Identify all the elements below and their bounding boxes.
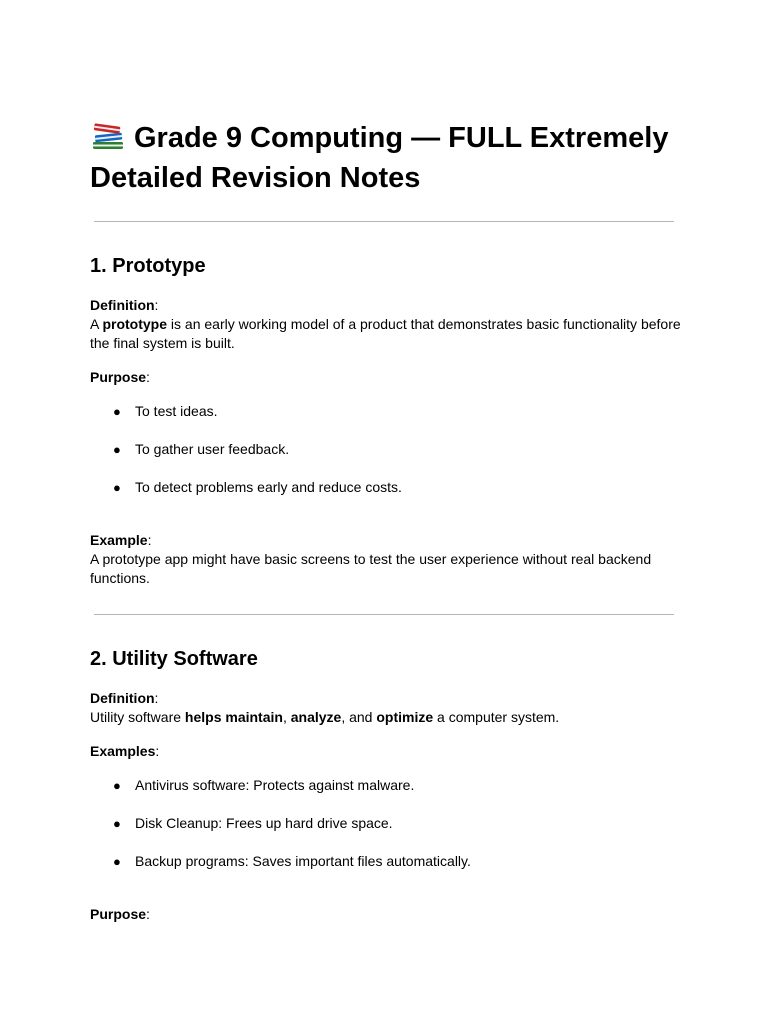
list-item-text: To test ideas.	[135, 403, 218, 419]
colon: :	[146, 369, 150, 385]
bullet-icon: ●	[113, 480, 121, 495]
title-text: Grade 9 Computing — FULL Extremely Detailed Revision Notes	[90, 122, 669, 194]
colon: :	[154, 690, 159, 706]
purpose-label: Purpose	[90, 369, 147, 385]
bullet-icon: ●	[113, 442, 121, 457]
list-item	[90, 814, 682, 852]
list-item	[90, 440, 682, 478]
definition-label: Definition	[90, 690, 155, 706]
purpose-label-row	[90, 368, 682, 387]
definition-text	[90, 315, 682, 353]
definition-label-row	[90, 689, 682, 708]
definition-label-row	[90, 296, 682, 315]
section-heading-utility-software: 2. Utility Software	[90, 648, 258, 670]
document-title	[90, 118, 690, 198]
list-item	[90, 776, 682, 814]
text-run: is an early working model of a product that demonstrates basic functionality before the final system is built.	[90, 316, 681, 351]
list-item-text: Antivirus software: Protects against malware.	[135, 777, 415, 793]
books-icon	[90, 121, 126, 151]
definition-text	[90, 708, 682, 727]
examples-list	[90, 776, 682, 890]
text-run: a computer system.	[433, 709, 560, 725]
example-label: Example	[90, 532, 148, 548]
examples-label-row	[90, 742, 682, 761]
list-item	[90, 852, 682, 890]
bold-term: helps maintain	[184, 709, 283, 725]
example-label-row	[90, 531, 682, 550]
bullet-icon: ●	[113, 778, 121, 793]
text-run: A	[90, 316, 103, 332]
examples-label: Examples	[90, 743, 156, 759]
example-text: A prototype app might have basic screens to test the user experience without real backend functions.	[90, 551, 652, 586]
section-divider	[94, 221, 674, 222]
list-item	[90, 478, 682, 516]
definition-label: Definition	[90, 297, 155, 313]
section-heading-prototype: 1. Prototype	[90, 255, 206, 277]
bullet-icon: ●	[113, 816, 121, 831]
bold-term: prototype	[102, 316, 168, 332]
list-item	[90, 402, 682, 440]
text-run: , and	[341, 709, 377, 725]
bullet-icon: ●	[113, 404, 121, 419]
list-item-text: To gather user feedback.	[135, 441, 290, 457]
text-run: ,	[282, 709, 291, 725]
purpose-label: Purpose	[90, 906, 147, 922]
colon: :	[154, 297, 159, 313]
section-divider	[94, 614, 674, 615]
text-run: Utility software	[90, 709, 185, 725]
bold-term: analyze	[290, 709, 342, 725]
list-item-text: Backup programs: Saves important files automatically.	[135, 853, 471, 869]
list-item-text: Disk Cleanup: Frees up hard drive space.	[135, 815, 393, 831]
purpose-list	[90, 402, 682, 516]
list-item-text: To detect problems early and reduce costs.	[135, 479, 402, 495]
colon: :	[147, 532, 152, 548]
colon: :	[155, 743, 160, 759]
purpose-label-row	[90, 905, 682, 924]
bullet-icon: ●	[113, 854, 121, 869]
colon: :	[146, 906, 150, 922]
bold-term: optimize	[376, 709, 434, 725]
